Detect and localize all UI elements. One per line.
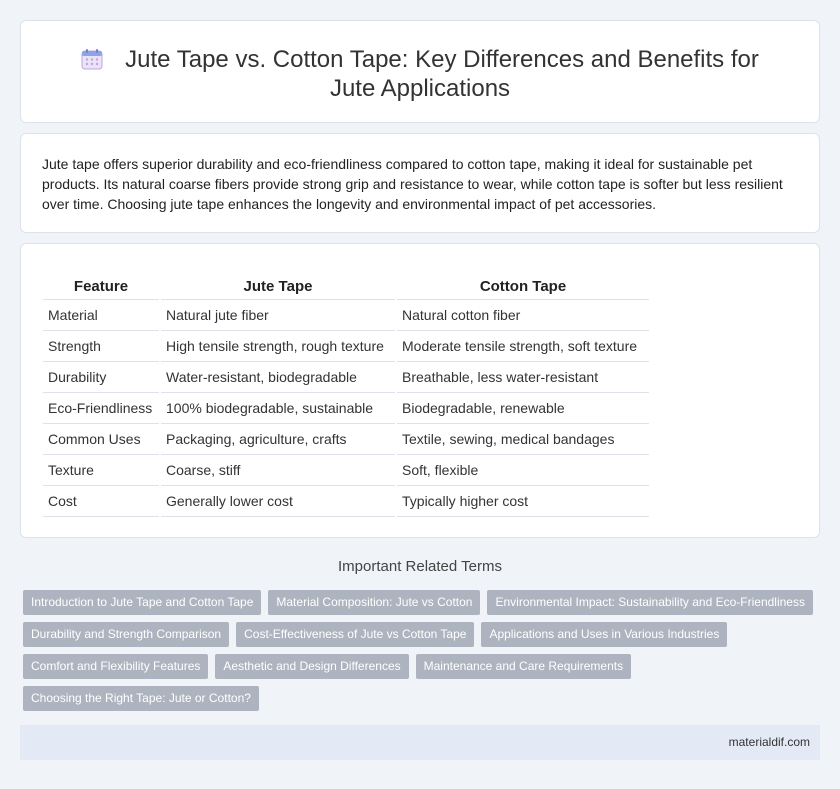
- table-cell: Water-resistant, biodegradable: [160, 361, 396, 392]
- related-terms-heading: Important Related Terms: [338, 558, 502, 575]
- related-term-tag[interactable]: Durability and Strength Comparison: [23, 622, 229, 647]
- header-cotton-tape: Cotton Tape: [396, 274, 649, 299]
- table-cell: Biodegradable, renewable: [396, 392, 649, 423]
- related-term-tag[interactable]: Comfort and Flexibility Features: [23, 654, 208, 679]
- table-row: [43, 299, 649, 330]
- table-cell: Durability: [43, 361, 160, 392]
- footer: [20, 725, 820, 760]
- table-row: [43, 361, 649, 392]
- table-cell: Common Uses: [43, 423, 160, 454]
- table-cell: Soft, flexible: [396, 454, 649, 485]
- table-cell: Natural jute fiber: [160, 299, 396, 330]
- table-row: [43, 392, 649, 423]
- summary-text: Jute tape offers superior durability and eco-friendliness compared to cotton tape, making it ideal for sustainable pet products. Its natural coarse fibers provide strong grip and resistance to wear, while cotton tape is softer but less resilient over time. Choosing jute tape enhances the longevity and environmental impact of pet accessories.: [42, 156, 783, 212]
- related-term-tag[interactable]: Maintenance and Care Requirements: [416, 654, 631, 679]
- table-cell: Cost: [43, 485, 160, 516]
- footer-site-link[interactable]: materialdif.com: [728, 735, 810, 749]
- related-terms-list: [23, 590, 823, 718]
- comparison-table: [43, 274, 649, 517]
- table-row: [43, 454, 649, 485]
- table-row: [43, 330, 649, 361]
- table-cell: High tensile strength, rough texture: [160, 330, 396, 361]
- table-cell: Strength: [43, 330, 160, 361]
- table-cell: Natural cotton fiber: [396, 299, 649, 330]
- table-cell: Texture: [43, 454, 160, 485]
- table-cell: Textile, sewing, medical bandages: [396, 423, 649, 454]
- summary-card: [20, 133, 820, 233]
- related-term-tag[interactable]: Environmental Impact: Sustainability and Eco-Friendliness: [487, 590, 812, 615]
- table-row: [43, 423, 649, 454]
- table-header-row: [43, 274, 649, 299]
- table-cell: Moderate tensile strength, soft texture: [396, 330, 649, 361]
- table-cell: Eco-Friendliness: [43, 392, 160, 423]
- related-term-tag[interactable]: Cost-Effectiveness of Jute vs Cotton Tape: [236, 622, 474, 647]
- header-feature: Feature: [43, 274, 160, 299]
- calendar-icon: [81, 48, 103, 70]
- table-cell: Coarse, stiff: [160, 454, 396, 485]
- table-cell: Breathable, less water-resistant: [396, 361, 649, 392]
- related-term-tag[interactable]: Applications and Uses in Various Industries: [481, 622, 727, 647]
- table-cell: 100% biodegradable, sustainable: [160, 392, 396, 423]
- table-cell: Material: [43, 299, 160, 330]
- page-title-text: Jute Tape vs. Cotton Tape: Key Differences and Benefits for Jute Applications: [125, 46, 759, 102]
- comparison-table-card: [20, 243, 820, 538]
- related-term-tag[interactable]: Material Composition: Jute vs Cotton: [268, 590, 480, 615]
- header-jute-tape: Jute Tape: [160, 274, 396, 299]
- page-title: [21, 45, 819, 103]
- table-cell: Packaging, agriculture, crafts: [160, 423, 396, 454]
- table-cell: Typically higher cost: [396, 485, 649, 516]
- related-term-tag[interactable]: Aesthetic and Design Differences: [215, 654, 408, 679]
- table-row: [43, 485, 649, 516]
- related-term-tag[interactable]: Choosing the Right Tape: Jute or Cotton?: [23, 686, 259, 711]
- related-term-tag[interactable]: Introduction to Jute Tape and Cotton Tape: [23, 590, 261, 615]
- title-card: [20, 20, 820, 123]
- table-cell: Generally lower cost: [160, 485, 396, 516]
